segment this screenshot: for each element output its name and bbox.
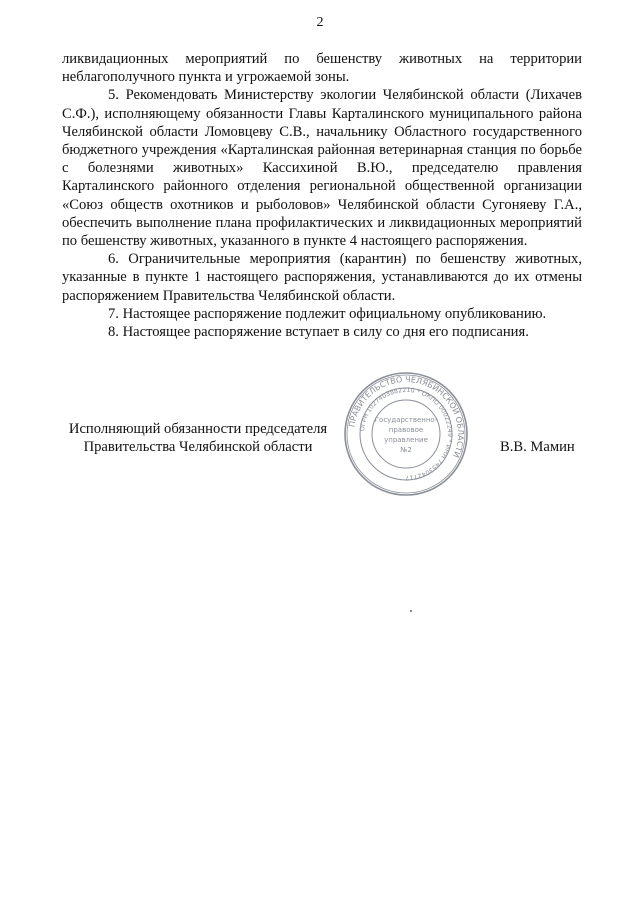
seal-inner-text: ОГРН 1027403882210 * ОКПО 00022249 * ИНН 7453042717 xyxy=(359,386,454,482)
signatory-title xyxy=(58,420,338,456)
paragraph-item-7: 7. Настоящее распоряжение подлежит официальному опубликованию. xyxy=(108,305,547,322)
paragraph-item-5: 5. Рекомендовать Министерству экологии Челябинской области (Лихачев С.Ф.), исполняющему обязанности Главы Карталинского муниципального района Челябинской области Ломовцеву С.В., начальнику Областного государственного бюджетного учреждения «Карталинская районная ветеринарная станция по борьбе с болезнями животных» Кассихиной В.Ю., председателю правления Карталинского районного отделения региональной общественной организации «Союз обществ охотников и рыболовов» Челябинской области Сугоняеву Г.А., обеспечить выполнение плана профилактических и ликвидационных мероприятий по бешенству животных, указанного в пункте 4 настоящего распоряжения. xyxy=(62,87,582,250)
page-number: 2 xyxy=(316,15,324,30)
seal-center-line-2: правовое xyxy=(388,426,424,434)
seal-center-line-4: №2 xyxy=(400,446,412,454)
scan-speck xyxy=(410,610,412,612)
seal-center-line-1: Государственно- xyxy=(374,416,438,424)
signatory-name: В.В. Мамин xyxy=(500,439,575,455)
document-body xyxy=(62,50,582,341)
paragraph-item-6: 6. Ограничительные мероприятия (карантин) по бешенству животных, указанные в пункте 1 настоящего распоряжения, устанавливаются до их отмены распоряжением Правительства Челябинской области. xyxy=(62,251,582,304)
seal-center-line-3: управление xyxy=(384,436,428,444)
seal-graphic xyxy=(342,370,470,498)
paragraph-item-8: 8. Настоящее распоряжение вступает в силу со дня его подписания. xyxy=(108,324,529,341)
official-seal xyxy=(342,370,470,498)
signatory-title-line-2: Правительства Челябинской области xyxy=(83,439,313,456)
seal-outer-text: ПРАВИТЕЛЬСТВО ЧЕЛЯБИНСКОЙ ОБЛАСТИ xyxy=(347,374,466,459)
paragraph-continuation: ликвидационных мероприятий по бешенству животных на территории неблагополучного пункта и угрожаемой зоны. xyxy=(62,51,582,86)
signatory-title-line-1: Исполняющий обязанности председателя xyxy=(68,421,328,437)
